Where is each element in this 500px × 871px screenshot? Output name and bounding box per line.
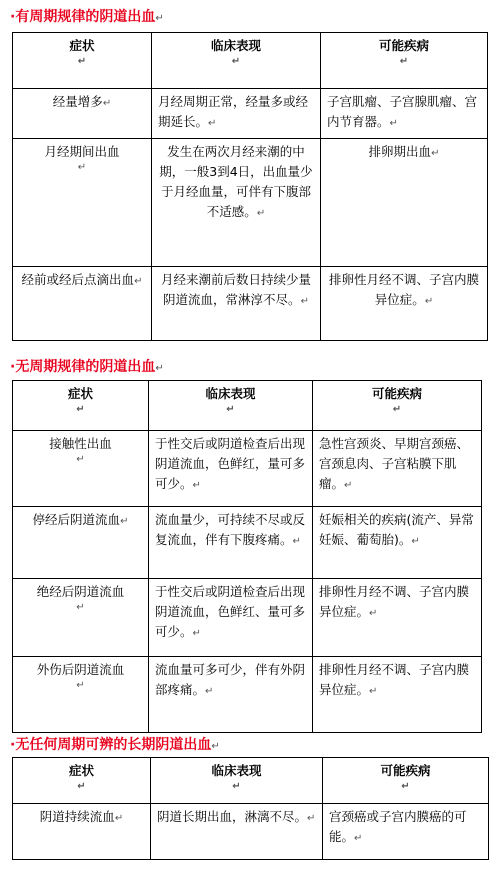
header-clinical: 临床表现 ↵ [149, 381, 313, 431]
clinical-cell: 于性交后或阴道检查后出现阴道流血，色鲜红、量可多可少。↵ [149, 579, 313, 657]
clinical-cell: 流血量可多可少，伴有外阴部疼痛。↵ [149, 657, 313, 733]
header-disease: 可能疾病 ↵ [323, 758, 489, 804]
symptom-cell: 月经期间出血 ↵ [13, 139, 152, 267]
disease-cell: 排卵期出血↵ [321, 139, 488, 267]
header-disease: 可能疾病 ↵ [321, 33, 488, 89]
table-row [13, 579, 482, 657]
table-header-row [13, 758, 489, 804]
header-symptom: 症状 ↵ [13, 381, 149, 431]
table-header-row [13, 33, 488, 89]
table-periodic-bleeding [12, 32, 488, 341]
section-title-nonperiodic: ·无周期规律的阴道出血↵ [10, 359, 164, 375]
symptom-cell: 接触性出血 ↵ [13, 431, 149, 507]
disease-cell: 妊娠相关的疾病(流产、异常妊娠、葡萄胎)。↵ [313, 507, 482, 579]
symptom-cell: 绝经后阴道流血 ↵ [13, 579, 149, 657]
disease-cell: 急性宫颈炎、早期宫颈癌、宫颈息肉、子宫粘膜下肌瘤。↵ [313, 431, 482, 507]
disease-cell: 排卵性月经不调、子宫内膜异位症。↵ [321, 267, 488, 341]
symptom-cell: 阴道持续流血↵ [13, 804, 151, 860]
header-clinical: 临床表现 ↵ [152, 33, 321, 89]
table-longterm-bleeding [12, 757, 489, 860]
section-title-longterm: ·无任何周期可辨的长期阴道出血↵ [10, 737, 220, 753]
header-clinical: 临床表现 ↵ [151, 758, 323, 804]
clinical-cell: 于性交后或阴道检查后出现阴道流血，色鲜红，量可多可少。↵ [149, 431, 313, 507]
table-header-row [13, 381, 482, 431]
header-symptom: 症状 ↵ [13, 758, 151, 804]
table-row [13, 507, 482, 579]
table-row [13, 804, 489, 860]
table-nonperiodic-bleeding [12, 380, 482, 733]
disease-cell: 排卵性月经不调、子宫内膜异位症。↵ [313, 579, 482, 657]
disease-cell: 子宫肌瘤、子宫腺肌瘤、宫内节育器。↵ [321, 89, 488, 139]
table-row [13, 267, 488, 341]
clinical-cell: 发生在两次月经来潮的中期，一般3到4日，出血量少于月经血量，可伴有下腹部不适感。↵ [152, 139, 321, 267]
symptom-cell: 外伤后阴道流血 ↵ [13, 657, 149, 733]
clinical-cell: 阴道长期出血，淋漓不尽。↵ [151, 804, 323, 860]
table-row [13, 139, 488, 267]
clinical-cell: 流血量少，可持续不尽或反复流血，伴有下腹疼痛。↵ [149, 507, 313, 579]
clinical-cell: 月经周期正常，经量多或经期延长。↵ [152, 89, 321, 139]
clinical-cell: 月经来潮前后数日持续少量阴道流血，常淋淳不尽。↵ [152, 267, 321, 341]
header-symptom: 症状 ↵ [13, 33, 152, 89]
header-disease: 可能疾病 ↵ [313, 381, 482, 431]
symptom-cell: 经量增多↵ [13, 89, 152, 139]
symptom-cell: 经前或经后点滴出血↵ [13, 267, 152, 341]
disease-cell: 宫颈癌或子宫内膜癌的可能。↵ [323, 804, 489, 860]
section-title-periodic: ·有周期规律的阴道出血↵ [10, 9, 164, 25]
table-row [13, 89, 488, 139]
symptom-cell: 停经后阴道流血↵ [13, 507, 149, 579]
disease-cell: 排卵性月经不调、子宫内膜异位症。↵ [313, 657, 482, 733]
table-row [13, 431, 482, 507]
table-row [13, 657, 482, 733]
